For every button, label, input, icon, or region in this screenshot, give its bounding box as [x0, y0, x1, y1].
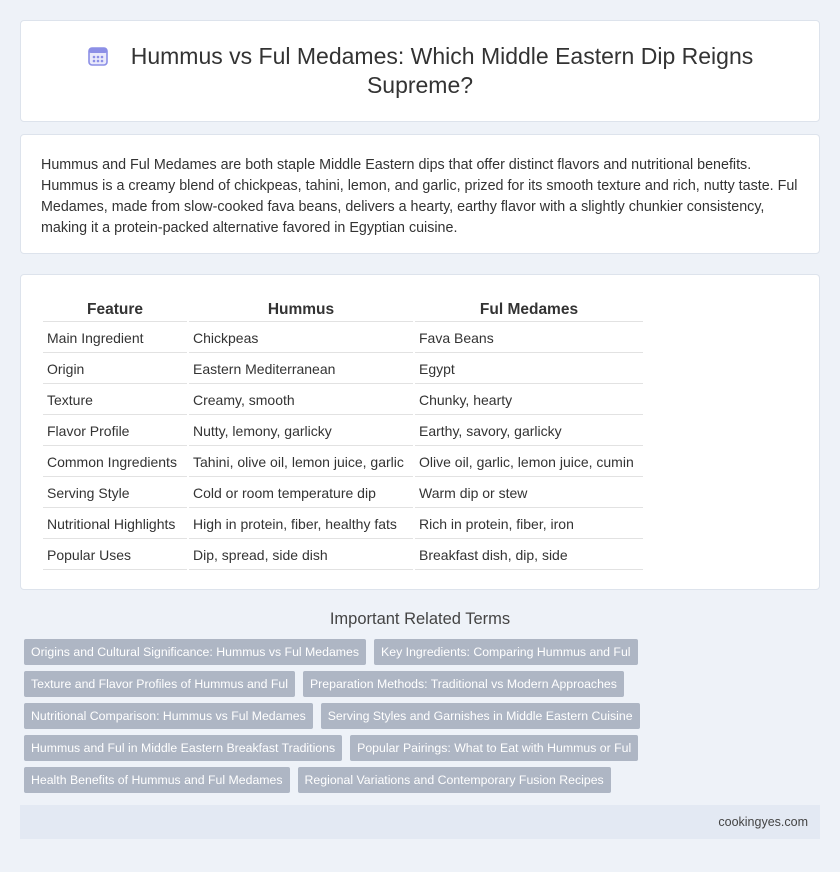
cell-ful: Chunky, hearty [415, 386, 643, 415]
calendar-icon [87, 45, 109, 67]
related-terms-section [20, 610, 820, 793]
table-row [43, 417, 643, 446]
cell-feature: Texture [43, 386, 187, 415]
cell-feature: Main Ingredient [43, 324, 187, 353]
cell-hummus: Nutty, lemony, garlicky [189, 417, 413, 446]
intro-paragraph: Hummus and Ful Medames are both staple Middle Eastern dips that offer distinct flavors and nutritional benefits. Hummus is a creamy blend of chickpeas, tahini, lemon, and garlic, prized for its smooth texture and rich, nutty taste. Ful Medames, made from slow-cooked fava beans, delivers a hearty, earthy flavor with a slightly chunkier consistency, making it a protein-packed alternative favored in Egyptian cuisine. [41, 157, 798, 236]
related-term-tag[interactable]: Regional Variations and Contemporary Fusion Recipes [298, 767, 611, 793]
footer [20, 805, 820, 839]
cell-ful: Breakfast dish, dip, side [415, 541, 643, 570]
cell-ful: Earthy, savory, garlicky [415, 417, 643, 446]
intro-card [20, 134, 820, 254]
comparison-table [41, 295, 645, 572]
related-term-tag[interactable]: Serving Styles and Garnishes in Middle Eastern Cuisine [321, 703, 640, 729]
cell-feature: Common Ingredients [43, 448, 187, 477]
related-term-tag[interactable]: Key Ingredients: Comparing Hummus and Ful [374, 639, 637, 665]
table-row [43, 355, 643, 384]
related-term-tag[interactable]: Hummus and Ful in Middle Eastern Breakfast Traditions [24, 735, 342, 761]
page-title [61, 42, 779, 100]
cell-hummus: Chickpeas [189, 324, 413, 353]
related-term-tag[interactable]: Popular Pairings: What to Eat with Hummus or Ful [350, 735, 638, 761]
table-row [43, 448, 643, 477]
cell-feature: Nutritional Highlights [43, 510, 187, 539]
table-row [43, 510, 643, 539]
cell-feature: Serving Style [43, 479, 187, 508]
cell-feature: Origin [43, 355, 187, 384]
comparison-card [20, 274, 820, 590]
related-term-tag[interactable]: Texture and Flavor Profiles of Hummus and Ful [24, 671, 295, 697]
related-terms-heading: Important Related Terms [329, 610, 511, 628]
cell-feature: Flavor Profile [43, 417, 187, 446]
title-card [20, 20, 820, 122]
table-row [43, 541, 643, 570]
cell-hummus: Eastern Mediterranean [189, 355, 413, 384]
cell-ful: Fava Beans [415, 324, 643, 353]
header-feature: Feature [43, 297, 187, 322]
cell-hummus: Tahini, olive oil, lemon juice, garlic [189, 448, 413, 477]
footer-site-link[interactable]: cookingyes.com [718, 815, 808, 829]
cell-hummus: Creamy, smooth [189, 386, 413, 415]
related-term-tag[interactable]: Origins and Cultural Significance: Hummus vs Ful Medames [24, 639, 366, 665]
related-term-tag[interactable]: Preparation Methods: Traditional vs Modern Approaches [303, 671, 624, 697]
header-ful-medames: Ful Medames [415, 297, 643, 322]
cell-ful: Warm dip or stew [415, 479, 643, 508]
cell-ful: Rich in protein, fiber, iron [415, 510, 643, 539]
cell-hummus: High in protein, fiber, healthy fats [189, 510, 413, 539]
related-terms-list [20, 639, 820, 793]
table-row [43, 386, 643, 415]
header-hummus: Hummus [189, 297, 413, 322]
table-header-row [43, 297, 643, 322]
table-row [43, 479, 643, 508]
related-term-tag[interactable]: Nutritional Comparison: Hummus vs Ful Medames [24, 703, 313, 729]
table-row [43, 324, 643, 353]
page-title-text: Hummus vs Ful Medames: Which Middle Eastern Dip Reigns Supreme? [130, 43, 754, 98]
cell-feature: Popular Uses [43, 541, 187, 570]
cell-ful: Olive oil, garlic, lemon juice, cumin [415, 448, 643, 477]
cell-ful: Egypt [415, 355, 643, 384]
cell-hummus: Cold or room temperature dip [189, 479, 413, 508]
related-term-tag[interactable]: Health Benefits of Hummus and Ful Medames [24, 767, 290, 793]
cell-hummus: Dip, spread, side dish [189, 541, 413, 570]
